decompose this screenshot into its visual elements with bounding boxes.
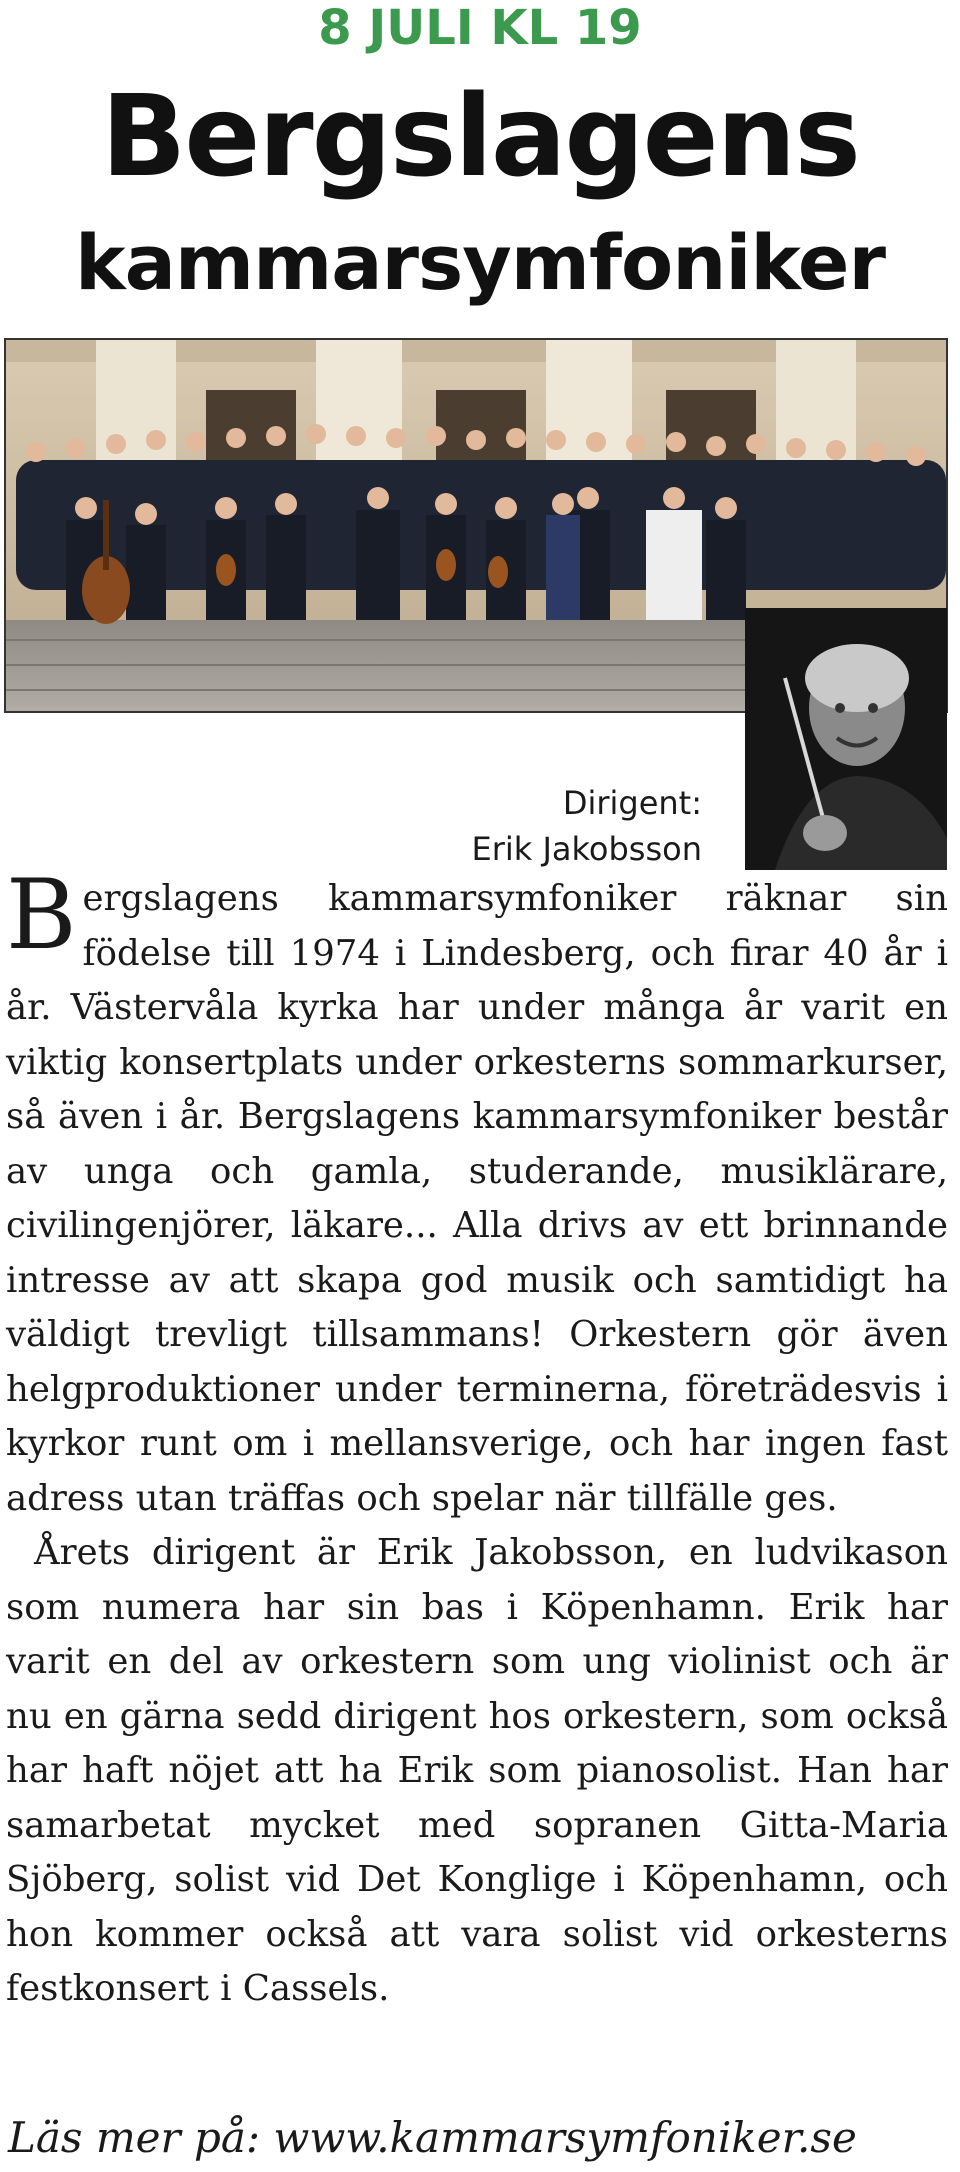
article-body — [6, 859, 948, 2017]
conductor-portrait — [745, 608, 947, 870]
photo-caption — [472, 780, 703, 872]
headline-line1: Bergslagens — [101, 72, 859, 202]
event-date: 8 JULI KL 19 — [318, 0, 642, 56]
caption-conductor-name: Erik Jakobsson — [471, 830, 702, 868]
read-more-link[interactable]: Läs mer på: www.kammarsymfoniker.se — [8, 2113, 857, 2162]
drop-cap: B — [6, 859, 77, 971]
article-paragraph-1 — [6, 859, 948, 1526]
headline-line2: kammarsymfoniker — [75, 218, 885, 307]
conductor-portrait-illustration — [745, 608, 947, 870]
paragraph-1-text: ergslagens kammarsymfoniker räknar sin födelse till 1974 i Lindesberg, och firar 40 år i år. Västervåla kyrka har under många år varit en viktig konsertplats under orkesterns sommarkurser, så även i år. Bergslagens kammarsymfoniker består av unga och gamla, studerande, musiklärare, civilingenjörer, läkare... Alla drivs av ett brinnande intresse av att skapa god musik och samtidigt ha väldigt trevligt tillsammans! Orkestern gör även helgproduktioner under terminerna, företrädesvis i kyrkor runt om i mellansverige, och har ingen fast adress utan träffas och spelar när tillfälle ges. — [6, 878, 948, 1519]
article-paragraph-2: Årets dirigent är Erik Jakobsson, en ludvikason som numera har sin bas i Köpenhamn. Erik har varit en del av orkestern som ung violinist och är nu en gärna sedd dirigent hos orkestern, som också har haft nöjet att ha Erik som pianosolist. Han har samarbetat mycket med sopranen Gitta-Maria Sjöberg, solist vid Det Konglige i Köpenhamn, och hon kommer också att vara solist vid orkesterns festkonsert i Cassels. — [6, 1532, 948, 2009]
caption-label: Dirigent: — [562, 784, 702, 822]
